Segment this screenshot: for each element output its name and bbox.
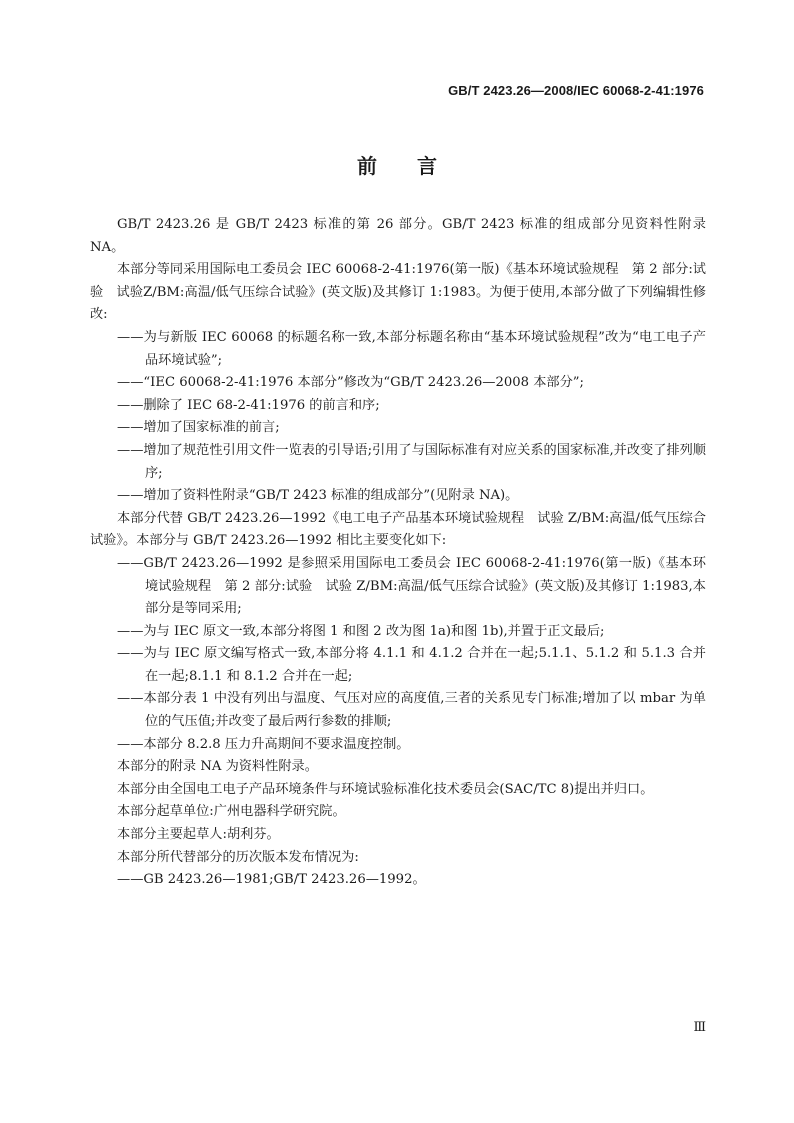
- paragraph: 本部分起草单位:广州电器科学研究院。: [117, 804, 346, 820]
- dash-item: ——删除了 IEC 68-2-41:1976 的前言和序;: [117, 397, 380, 413]
- dash-item: ——增加了规范性引用文件一览表的引导语;引用了与国际标准有对应关系的国家标准,并改变了排列顺序;: [117, 442, 706, 481]
- paragraph: 本部分代替 GB/T 2423.26—1992《电工电子产品基本环境试验规程 试验 Z/BM:高温/低气压综合试验》。本部分与 GB/T 2423.26—1992 相比主要变化如下:: [90, 510, 706, 549]
- dash-item: ——本部分 8.2.8 压力升高期间不要求温度控制。: [117, 736, 410, 752]
- dash-item: ——GB 2423.26—1981;GB/T 2423.26—1992。: [117, 872, 426, 888]
- paragraph: GB/T 2423.26 是 GB/T 2423 标准的第 26 部分。GB/T 2423 标准的组成部分见资料性附录 NA。: [90, 217, 706, 255]
- dash-item: ——“IEC 60068-2-41:1976 本部分”修改为“GB/T 2423.26—2008 本部分”;: [117, 375, 584, 391]
- paragraph: 本部分由全国电工电子产品环境条件与环境试验标准化技术委员会(SAC/TC 8)提出并归口。: [117, 781, 654, 797]
- dash-item: ——增加了国家标准的前言;: [117, 420, 280, 436]
- standard-code: GB/T 2423.26—2008/IEC 60068-2-41:1976: [448, 83, 704, 98]
- paragraph: 本部分等同采用国际电工委员会 IEC 60068-2-41:1976(第一版)《基本环境试验规程 第 2 部分:试验 试验Z/BM:高温/低气压综合试验》(英文版)及其修订 1:1983。为便于使用,本部分做了下列编辑性修改:: [90, 262, 706, 323]
- dash-item: ——GB/T 2423.26—1992 是参照采用国际电工委员会 IEC 60068-2-41:1976(第一版)《基本环境试验规程 第 2 部分:试验 试验 Z/BM:高温/低气压综合试验》(英文版)及其修订 1:1983,本部分是等同采用;: [117, 555, 706, 617]
- dash-item: ——增加了资料性附录“GB/T 2423 标准的组成部分”(见附录 NA)。: [117, 488, 519, 504]
- paragraph: 本部分主要起草人:胡利芬。: [117, 827, 280, 843]
- page-number: Ⅲ: [693, 1020, 706, 1035]
- dash-item: ——为与 IEC 原文编写格式一致,本部分将 4.1.1 和 4.1.2 合并在一起;5.1.1、5.1.2 和 5.1.3 合并在一起;8.1.1 和 8.1.2 合并在一起;: [117, 646, 706, 684]
- dash-item: ——本部分表 1 中没有列出与温度、气压对应的高度值,三者的关系见专门标准;增加了以 mbar 为单位的气压值;并改变了最后两行参数的排顺;: [117, 691, 706, 730]
- page-title: 前言: [357, 154, 477, 178]
- foreword-body: [90, 214, 706, 892]
- paragraph: 本部分的附录 NA 为资料性附录。: [117, 759, 318, 775]
- paragraph: 本部分所代替部分的历次版本发布情况为:: [117, 849, 359, 865]
- dash-item: ——为与新版 IEC 60068 的标题名称一致,本部分标题名称由“基本环境试验规程”改为“电工电子产品环境试验”;: [117, 329, 706, 368]
- dash-item: ——为与 IEC 原文一致,本部分将图 1 和图 2 改为图 1a)和图 1b),并置于正文最后;: [117, 623, 605, 639]
